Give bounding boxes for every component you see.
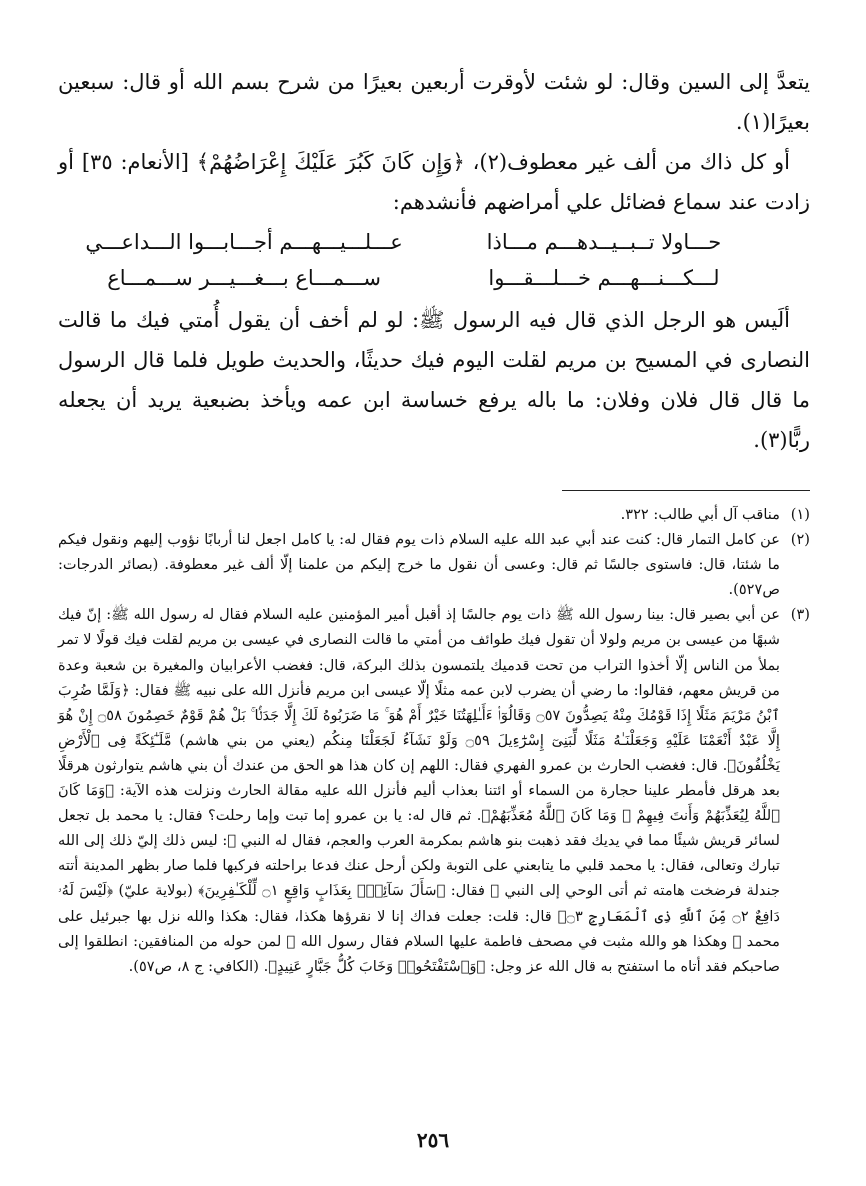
footnote-separator <box>562 490 810 491</box>
paragraph-3: ألَيس هو الرجل الذي قال فيه الرسول ﷺ: لو لم أخف أن يقول أُمتي فيك ما قالت النصارى في المسيح بن مريم لقلت اليوم فيك حديثًا، والحديث طويل فلما قال الرسول ما قال قال فلان وفلان: ما باله يرفع خساسة ابن عمه ويأخذ بضبعية يريد أن يجعله ربًّا(٣). <box>58 308 810 452</box>
footnote-1 <box>58 502 810 527</box>
footnote-3 <box>58 602 810 978</box>
page-number: ٢٥٦ <box>416 1128 450 1152</box>
verse-1-first-hemistich: حـــاولا تــبــيــدهـــم مـــاذا <box>486 230 722 254</box>
verse-2-second-hemistich: ســـمـــاع بـــغـــيـــر ســـمـــاع <box>107 266 381 290</box>
paragraph-1: يتعدَّ إلى السين وقال: لو شئت لأوقرت أربعين بعيرًا من شرح بسم الله أو قال: سبعين بعيرًا(١). <box>58 70 810 134</box>
book-page <box>58 62 810 975</box>
footnote-number: (١) <box>790 506 810 523</box>
footnotes <box>58 502 810 979</box>
verse-2-first-hemistich: لـــكـــنـــهـــم خـــلـــقـــوا <box>488 266 720 290</box>
footnote-text: مناقب آل أبي طالب: ٣٢٢. <box>620 506 780 523</box>
footnote-text: عن أبي بصير قال: بينا رسول الله ﷺ ذات يوم جالسًا إذ أقبل أمير المؤمنين عليه السلام فقال له رسول الله ﷺ: إنّ فيك شبهًا من عيسى بن مريم ولولا أن تقول فيك طوائف من أمتي ما قالت النصارى في عيسى بن مريم لقلت فيك قولًا لا تمر بملأ من الناس إلّا أخذوا التراب من تحت قدميك يلتمسون بذلك البركة، قال: فغضب الأعرابيان والمغيرة بن شعبة وعدة من قريش معهم، فقالوا: ما رضي أن يضرب لابن عمه مثلًا إلّا عيسى ابن مريم فأنزل الله على نبيه ﷺ فقال: ﴿وَلَمَّا ضُرِبَ ٱبْنُ مَرْيَمَ مَثَلًا إِذَا قَوْمُكَ مِنْهُ يَصِدُّونَ ۝٥٧ وَقَالُوٓا۟ ءَأَـٰلِهَتُنَا خَيْرٌ أَمْ هُوَ ۚ مَا ضَرَبُوهُ لَكَ إِلَّا جَدَلًۢا ۚ بَلْ هُمْ قَوْمٌ خَصِمُونَ ۝٥٨ إِنْ هُوَ إِلَّا عَبْدٌ أَنْعَمْنَا عَلَيْهِ وَجَعَلْنَـٰهُ مَثَلًا لِّبَنِىٓ إِسْرَٰٓءِيلَ ۝٥٩ وَلَوْ نَشَآءُ لَجَعَلْنَا مِنكُم (يعني من بني هاشم) مَّلَـٰٓئِكَةً فِى ٱلْأَرْضِ يَخْلُفُونَ﴾. قال: فغضب الحارث بن عمرو الفهري فقال: اللهم إن كان هذا هو الحق من عندك أن بني هاشم يتوارثون هرقلًا بعد هرقل فأمطر علينا حجارة من السماء أو ائتنا بعذاب أليم فأنزل الله عليه مقالة الحارث ونزلت هذه الآية: ﴿وَمَا كَانَ ٱللَّهُ لِيُعَذِّبَهُمْ وَأَنتَ فِيهِمْ ۚ وَمَا كَانَ ٱللَّهُ مُعَذِّبَهُمْ﴾. ثم قال له: يا بن عمرو إما تبت وإما رحلت؟ فقال: يا محمد بل تجعل لسائر قريش شيئًا مما في يديك فقد ذهبت بنو هاشم بمكرمة العرب والعجم، فقال له النبي ﷺ: ليس ذلك إليّ ذلك إلى الله تبارك وتعالى، فقال: يا محمد قلبي ما يتابعني على التوبة ولكن أرحل عنك فدعا براحلته فركبها فلما صار بظهر المدينة أتته جندلة فرضخت هامته ثم أتى الوحي إلى النبي ﷺ فقال: ﴿سَأَلَ سَآئِلٌۢ بِعَذَابٍ وَاقِعٍ ۝١ لِّلْكَـٰفِرِينَ﴾ (بولاية عليّ) ﴿لَيْسَ لَهُۥ دَافِعٌ ۝٢ مِّنَ ٱللَّهِ ذِى ٱلْمَعَارِجِ ۝٣﴾ قال: قلت: جعلت فداك إنا لا نقرؤها هكذا، فقال: هكذا والله نزل بها جبرئيل على محمد ﷺ وهكذا هو والله مثبت في مصحف فاطمة عليها السلام فقال رسول الله ﷺ لمن حوله من المنافقين: انطلقوا إلى صاحبكم فقد أتاه ما استفتح به قال الله عز وجل: ﴿وَٱسْتَفْتَحُوا۟ وَخَابَ كُلُّ جَبَّارٍ عَنِيدٍ﴾. (الكافي: ج ٨، ص٥٧). <box>58 606 780 975</box>
footnote-number: (٢) <box>790 531 810 549</box>
verse-1-second-hemistich: عـــلـــيـــهـــم أجـــابـــوا الـــداعـــي <box>85 230 403 254</box>
poem-verse-2 <box>58 260 810 296</box>
footnote-2 <box>58 527 810 602</box>
main-text <box>58 62 810 460</box>
paragraph-2: أو كل ذاك من ألف غير معطوف(٢)، ﴿وَإِن كَانَ كَبُرَ عَلَيْكَ إِعْرَاضُهُمْ﴾ [الأنعام: ٣٥] أو زادت عند سماع فضائل علي أمراضهم فأنشدهم: <box>58 150 810 214</box>
poem-verse-1 <box>58 224 810 260</box>
footnote-number: (٣) <box>790 606 810 624</box>
poem <box>58 224 810 296</box>
footnote-text: عن كامل التمار قال: كنت عند أبي عبد الله عليه السلام ذات يوم فقال له: يا كامل اجعل لنا أربابًا نؤوب إليهم ونقول فيكم ما شئتا، قال: فاستوى جالسًا ثم قال: وعسى أن نقول ما خرج إليكم من علمنا إلّا ألف غير معطوفة. (بصائر الدرجات: ص٥٢٧). <box>58 531 780 599</box>
